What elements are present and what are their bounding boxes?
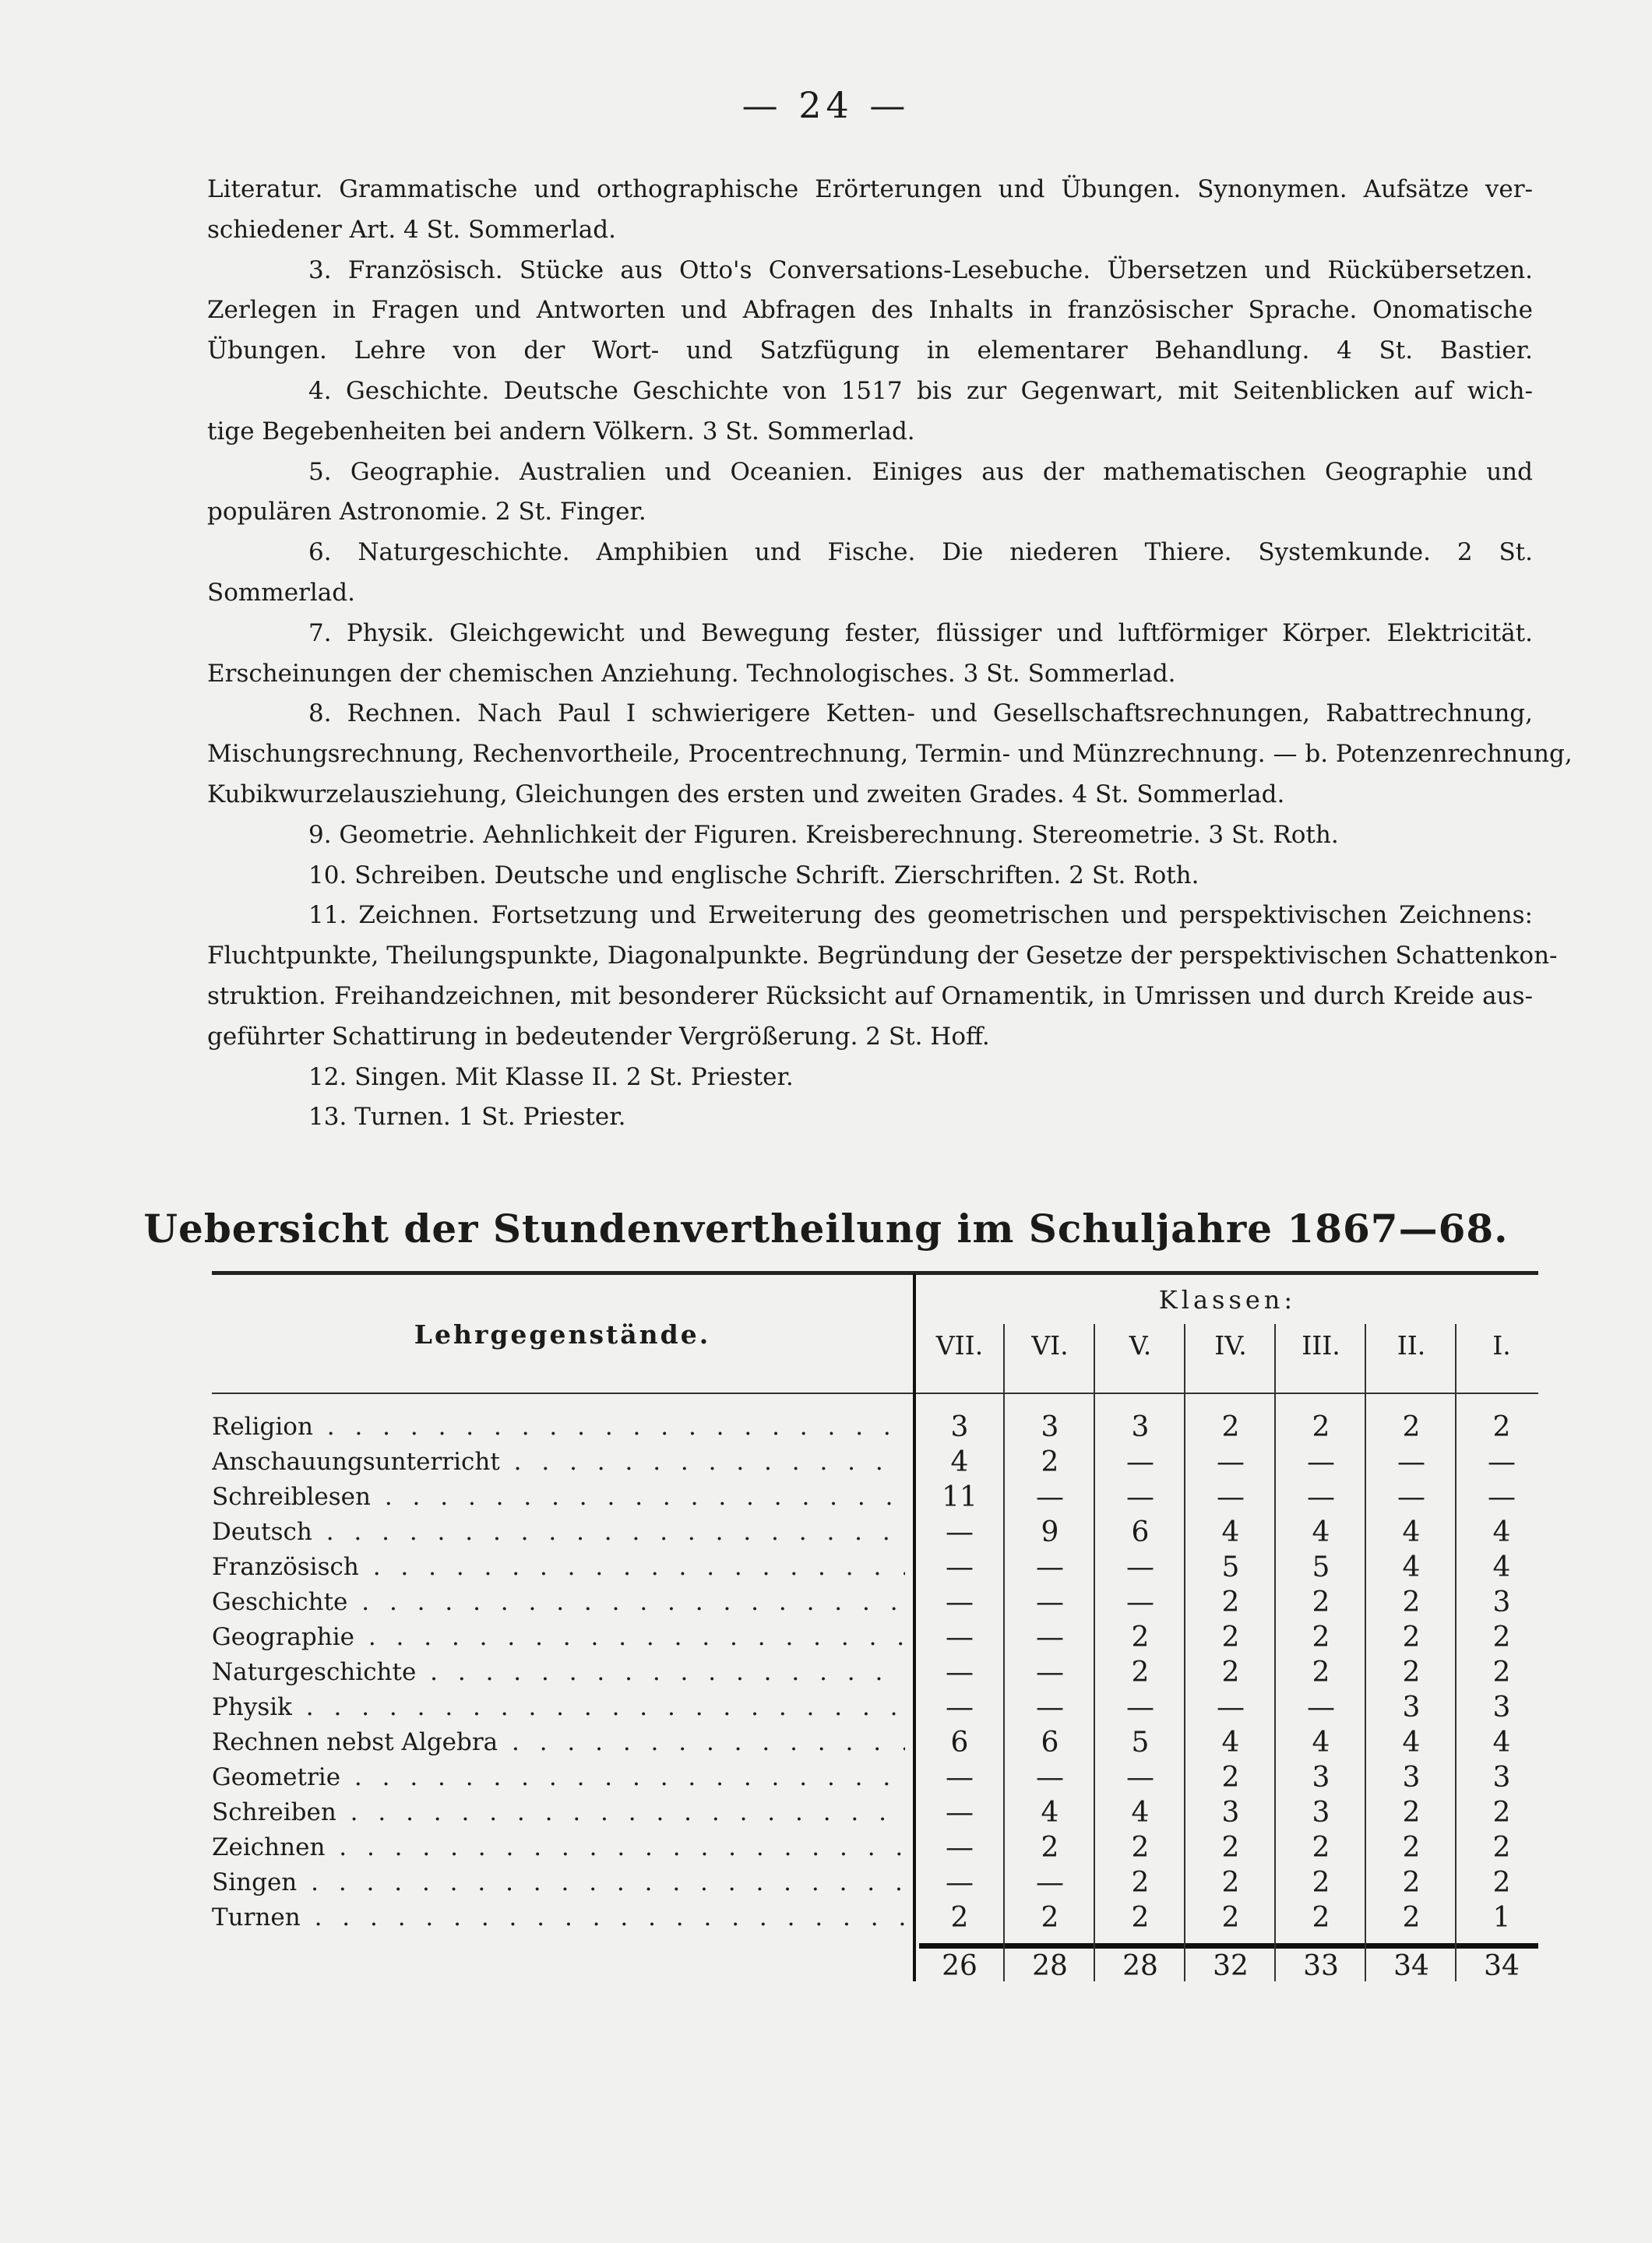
hours-cell: 9 — [1041, 1516, 1059, 1548]
subject-name: Französisch — [212, 1553, 359, 1581]
subject-label — [212, 1620, 905, 1655]
hours-cell: — — [946, 1516, 974, 1548]
hours-cell: 2 — [1221, 1867, 1240, 1899]
hours-cell: 2 — [1131, 1902, 1150, 1934]
hours-cell: 2 — [1221, 1411, 1240, 1443]
hours-cell: — — [1307, 1692, 1335, 1724]
text-line: populären Astronomie. 2 St. Finger. — [207, 498, 646, 526]
hours-cell: 2 — [1402, 1832, 1421, 1864]
text-line: Fluchtpunkte, Theilungspunkte, Diagonalpunkte. Begründung der Gesetze der perspektivischen Schattenkon- — [207, 942, 1558, 970]
divider — [212, 1393, 1538, 1394]
hours-cell: 2 — [1041, 1446, 1059, 1478]
subject-name: Zeichnen — [212, 1833, 326, 1861]
hours-cell: — — [1126, 1692, 1154, 1724]
hours-cell: — — [1488, 1481, 1516, 1513]
hours-cell: 3 — [950, 1411, 969, 1443]
subject-name: Schreiben — [212, 1798, 336, 1826]
classes-header: Klassen: — [1158, 1285, 1297, 1315]
hours-cell: — — [946, 1867, 974, 1899]
hours-cell: 6 — [950, 1727, 969, 1759]
table-row — [212, 1550, 1538, 1585]
table-row — [212, 1690, 1538, 1725]
hours-cell: — — [1217, 1692, 1245, 1724]
hours-cell: — — [1126, 1551, 1154, 1583]
hours-cell: — — [1036, 1692, 1064, 1724]
hours-cell: 2 — [1492, 1832, 1511, 1864]
text-line: 13. Turnen. 1 St. Priester. — [308, 1103, 626, 1132]
total-cell: 34 — [1393, 1950, 1429, 1982]
total-cell: 33 — [1303, 1950, 1339, 1982]
text-line: Literatur. Grammatische und orthographische Erörterungen und Übungen. Synonymen. Aufsätze ver- — [207, 175, 1533, 203]
hours-cell: 2 — [1402, 1867, 1421, 1899]
hours-cell: 2 — [1312, 1657, 1330, 1688]
total-cell: 28 — [1032, 1950, 1068, 1982]
table-row — [212, 1480, 1538, 1515]
text-line: geführter Schattirung in bedeutender Vergrößerung. 2 St. Hoff. — [207, 1022, 990, 1051]
text-line: Übungen. Lehre von der Wort- und Satzfügung in elementarer Behandlung. 4 St. Bastier. — [207, 336, 1533, 365]
text-line: 12. Singen. Mit Klasse II. 2 St. Priester. — [308, 1062, 794, 1091]
hours-cell: 11 — [942, 1481, 977, 1513]
table-row — [212, 1410, 1538, 1445]
hours-cell: 2 — [1221, 1622, 1240, 1653]
column-header: IV. — [1214, 1330, 1247, 1361]
hours-cell: — — [1307, 1481, 1335, 1513]
text-line: 9. Geometrie. Aehnlichkeit der Figuren. Kreisberechnung. Stereometrie. 3 St. Roth. — [308, 820, 1339, 849]
hours-cell: 2 — [1312, 1622, 1330, 1653]
hours-cell: 2 — [1402, 1622, 1421, 1653]
table-row — [212, 1655, 1538, 1690]
table-row — [212, 1865, 1538, 1900]
hours-cell: 2 — [1131, 1657, 1150, 1688]
text-line: 10. Schreiben. Deutsche und englische Schrift. Zierschriften. 2 St. Roth. — [308, 861, 1199, 889]
table-row — [212, 1795, 1538, 1830]
subject-label — [212, 1725, 905, 1760]
hours-cell: 2 — [1402, 1586, 1421, 1618]
subject-label — [212, 1410, 905, 1445]
text-line: Kubikwurzelausziehung, Gleichungen des ersten und zweiten Grades. 4 St. Sommerlad. — [207, 780, 1285, 808]
hours-cell: — — [1397, 1481, 1425, 1513]
subject-label — [212, 1480, 905, 1515]
total-cell: 34 — [1484, 1950, 1520, 1982]
hours-cell: — — [1397, 1446, 1425, 1478]
subject-name: Naturgeschichte — [212, 1658, 417, 1686]
table-row — [212, 1585, 1538, 1620]
hours-cell: 4 — [1131, 1797, 1150, 1829]
hours-cell: 3 — [1312, 1762, 1330, 1794]
total-cell: 26 — [942, 1950, 977, 1982]
hours-cell: — — [946, 1622, 974, 1653]
hours-cell: — — [1307, 1446, 1335, 1478]
hours-cell: 2 — [1312, 1586, 1330, 1618]
subject-label — [212, 1550, 905, 1585]
hours-cell: 2 — [1221, 1832, 1240, 1864]
hours-cell: 2 — [1312, 1832, 1330, 1864]
subject-label — [212, 1445, 905, 1480]
text-line: struktion. Freihandzeichnen, mit besonderer Rücksicht auf Ornamentik, in Umrissen und durch Kreide aus- — [207, 981, 1533, 1010]
hours-cell: — — [946, 1797, 974, 1829]
hours-cell: 3 — [1402, 1692, 1421, 1724]
subject-name: Rechnen nebst Algebra — [212, 1728, 498, 1756]
subject-label — [212, 1830, 905, 1865]
hours-cell: 2 — [950, 1902, 969, 1934]
table-row — [212, 1445, 1538, 1480]
text-line: 8. Rechnen. Nach Paul I schwierigere Ketten- und Gesellschaftsrechnungen, Rabattrechnung, — [308, 699, 1533, 728]
hours-cell: 2 — [1041, 1832, 1059, 1864]
column-header: III. — [1302, 1330, 1340, 1361]
hours-cell: 4 — [1312, 1516, 1330, 1548]
hours-cell: 5 — [1221, 1551, 1240, 1583]
hours-cell: 2 — [1492, 1622, 1511, 1653]
text-line: Mischungsrechnung, Rechenvortheile, Procentrechnung, Termin- und Münzrechnung. — b. Potenzenrechnung, — [207, 740, 1573, 769]
hours-cell: 4 — [1312, 1727, 1330, 1759]
hours-cell: 4 — [950, 1446, 969, 1478]
column-header: VII. — [935, 1330, 984, 1361]
subject-label — [212, 1795, 905, 1830]
total-cell: 28 — [1122, 1950, 1158, 1982]
hours-cell: — — [946, 1657, 974, 1688]
column-header: VI. — [1031, 1330, 1069, 1361]
hours-cell: 3 — [1312, 1797, 1330, 1829]
hours-cell: 2 — [1312, 1867, 1330, 1899]
hours-cell: — — [1036, 1657, 1064, 1688]
hours-cell: 2 — [1492, 1657, 1511, 1688]
body-text — [207, 170, 1573, 1138]
hours-cell: 3 — [1492, 1586, 1511, 1618]
subject-header: Lehrgegenstände. — [414, 1319, 711, 1350]
hours-cell: 4 — [1402, 1551, 1421, 1583]
table-row — [212, 1760, 1538, 1795]
hours-cell: — — [946, 1586, 974, 1618]
hours-cell: — — [1036, 1867, 1064, 1899]
text-line: Sommerlad. — [207, 578, 355, 607]
hours-cell: 4 — [1492, 1727, 1511, 1759]
total-cell: 32 — [1213, 1950, 1249, 1982]
hours-cell: 3 — [1041, 1411, 1059, 1443]
hours-cell: — — [1126, 1446, 1154, 1478]
hours-cell: — — [946, 1692, 974, 1724]
page-number: — 24 — — [741, 84, 911, 126]
column-header: V. — [1129, 1330, 1152, 1361]
subject-label — [212, 1690, 905, 1725]
hours-cell: 4 — [1402, 1727, 1421, 1759]
text-line: Zerlegen in Fragen und Antworten und Abfragen des Inhalts in französischer Sprache. Onomatische — [207, 296, 1533, 325]
text-line: 6. Naturgeschichte. Amphibien und Fische. Die niederen Thiere. Systemkunde. 2 St. — [308, 538, 1533, 567]
subject-name: Geographie — [212, 1623, 354, 1651]
subject-name: Religion — [212, 1413, 313, 1441]
hours-cell: 2 — [1221, 1762, 1240, 1794]
subject-name: Schreiblesen — [212, 1483, 371, 1511]
text-line: tige Begebenheiten bei andern Völkern. 3 St. Sommerlad. — [207, 417, 915, 445]
hours-cell: — — [1036, 1762, 1064, 1794]
table-row — [212, 1725, 1538, 1760]
text-line: 3. Französisch. Stücke aus Otto's Conversations-Lesebuche. Übersetzen und Rückübersetzen. — [308, 255, 1533, 284]
hours-cell: — — [946, 1762, 974, 1794]
hours-cell: 2 — [1402, 1797, 1421, 1829]
hours-cell: — — [1488, 1446, 1516, 1478]
subject-name: Turnen — [212, 1903, 301, 1931]
subject-name: Deutsch — [212, 1518, 312, 1546]
table-row — [212, 1620, 1538, 1655]
hours-cell: 2 — [1131, 1622, 1150, 1653]
subject-name: Singen — [212, 1868, 298, 1896]
hours-cell: — — [946, 1551, 974, 1583]
hours-cell: — — [1036, 1551, 1064, 1583]
subject-name: Physik — [212, 1693, 292, 1721]
hours-cell: 3 — [1492, 1762, 1511, 1794]
hours-cell: — — [1036, 1622, 1064, 1653]
hours-cell: 6 — [1131, 1516, 1150, 1548]
column-header: I. — [1492, 1330, 1511, 1361]
hours-cell: 4 — [1492, 1516, 1511, 1548]
hours-cell: 2 — [1221, 1586, 1240, 1618]
subject-label — [212, 1585, 905, 1620]
subject-name: Anschauungsunterricht — [212, 1448, 500, 1476]
subject-label — [212, 1865, 905, 1900]
table-row — [212, 1830, 1538, 1865]
hours-cell: 3 — [1221, 1797, 1240, 1829]
hours-cell: 2 — [1402, 1657, 1421, 1688]
hours-cell: 4 — [1221, 1516, 1240, 1548]
column-header: II. — [1397, 1330, 1426, 1361]
hours-cell: 2 — [1492, 1797, 1511, 1829]
hours-cell: — — [1217, 1481, 1245, 1513]
hours-cell: 2 — [1402, 1902, 1421, 1934]
hours-cell: 4 — [1041, 1797, 1059, 1829]
subject-name: Geschichte — [212, 1588, 348, 1616]
hours-cell: 2 — [1221, 1657, 1240, 1688]
hours-cell: 3 — [1131, 1411, 1150, 1443]
text-line: Erscheinungen der chemischen Anziehung. Technologisches. 3 St. Sommerlad. — [207, 659, 1176, 688]
hours-cell: 2 — [1221, 1902, 1240, 1934]
hours-cell: 1 — [1492, 1902, 1511, 1934]
table-title: Uebersicht der Stundenvertheilung im Schuljahre 1867—68. — [143, 1206, 1509, 1252]
divider — [212, 1271, 1538, 1275]
hours-cell: 6 — [1041, 1727, 1059, 1759]
hours-cell: 2 — [1492, 1411, 1511, 1443]
text-line: 5. Geographie. Australien und Oceanien. Einiges aus der mathematischen Geographie und — [308, 457, 1533, 486]
hours-cell: 3 — [1492, 1692, 1511, 1724]
text-line: schiedener Art. 4 St. Sommerlad. — [207, 215, 616, 244]
hours-cell: 5 — [1131, 1727, 1150, 1759]
table-row — [212, 1900, 1538, 1935]
subject-name: Geometrie — [212, 1763, 341, 1791]
text-line: 4. Geschichte. Deutsche Geschichte von 1517 bis zur Gegenwart, mit Seitenblicken auf wich- — [308, 376, 1533, 405]
hours-cell: 2 — [1131, 1867, 1150, 1899]
hours-cell: 4 — [1221, 1727, 1240, 1759]
hours-cell: 3 — [1402, 1762, 1421, 1794]
hours-cell: — — [1036, 1586, 1064, 1618]
hours-cell: 2 — [1402, 1411, 1421, 1443]
hours-cell: — — [1036, 1481, 1064, 1513]
subject-label — [212, 1515, 905, 1550]
subject-label — [212, 1760, 905, 1795]
text-line: 7. Physik. Gleichgewicht und Bewegung fester, flüssiger und luftförmiger Körper. Elektricität. — [308, 618, 1533, 647]
hours-cell: — — [1126, 1481, 1154, 1513]
hours-cell: 4 — [1402, 1516, 1421, 1548]
hours-cell: — — [1126, 1762, 1154, 1794]
subject-label — [212, 1655, 905, 1690]
hours-cell: — — [946, 1832, 974, 1864]
hours-cell: 5 — [1312, 1551, 1330, 1583]
hours-cell: 2 — [1312, 1411, 1330, 1443]
hours-cell: 2 — [1041, 1902, 1059, 1934]
hours-cell: 2 — [1131, 1832, 1150, 1864]
hours-cell: — — [1217, 1446, 1245, 1478]
hours-cell: — — [1126, 1586, 1154, 1618]
subject-label — [212, 1900, 905, 1935]
text-line: 11. Zeichnen. Fortsetzung und Erweiterung des geometrischen und perspektivischen Zeichnens: — [308, 901, 1533, 930]
hours-cell: 2 — [1312, 1902, 1330, 1934]
hours-cell: 2 — [1492, 1867, 1511, 1899]
table-row — [212, 1515, 1538, 1550]
hours-cell: 4 — [1492, 1551, 1511, 1583]
